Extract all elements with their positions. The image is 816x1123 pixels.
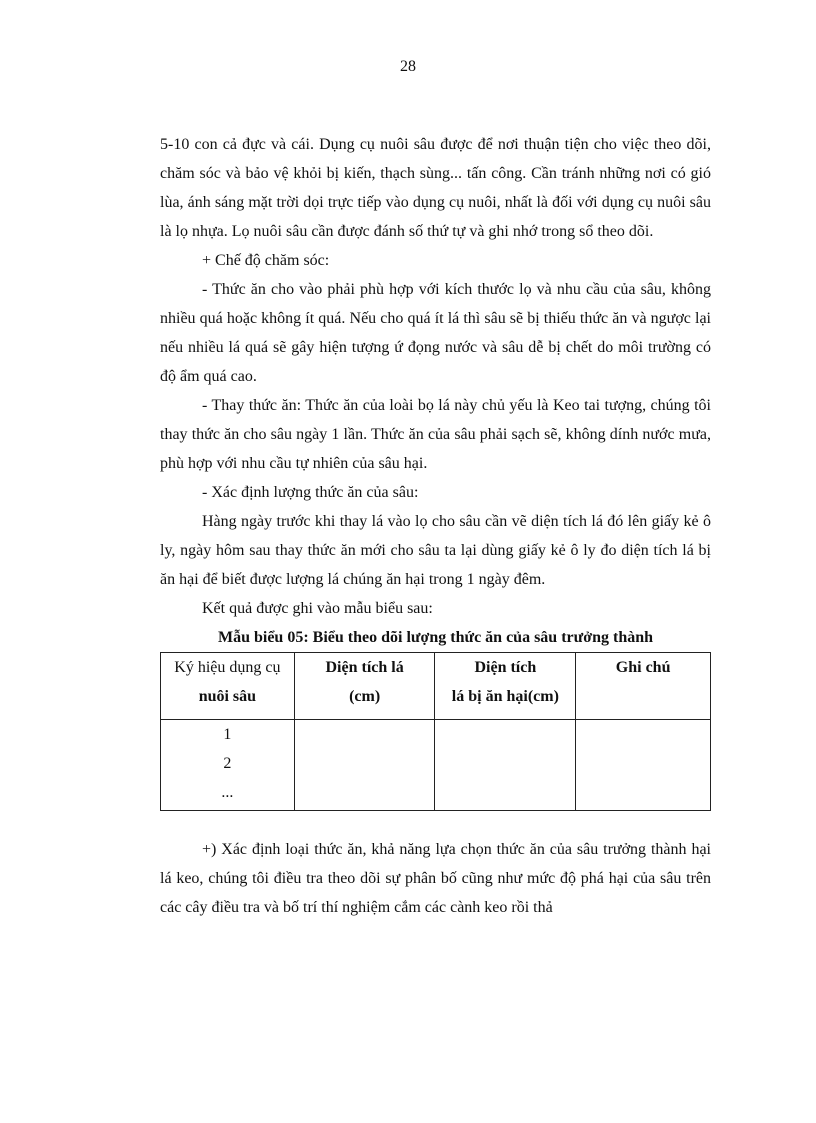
row-label: 2 (223, 755, 232, 772)
header-line: (cm) (349, 688, 381, 705)
header-line: Diện tích (474, 659, 537, 676)
table-caption: Mẫu biểu 05: Biểu theo dõi lượng thức ăn của sâu trưởng thành (217, 629, 654, 646)
paragraph: 5-10 con cả đực và cái. Dụng cụ nuôi sâu được để nơi thuận tiện cho việc theo dõi, chăm sóc và bảo vệ khỏi bị kiến, thạch sùng... tấn công. Cần tránh những nơi có gió lùa, ánh sáng mặt trời dọi trực tiếp vào dụng cụ nuôi, nhất là đối với dụng cụ nuôi sâu là lọ nhựa. Lọ nuôi sâu cần được đánh số thứ tự và ghi nhớ trong sổ theo dõi. (160, 136, 711, 240)
row-label: ... (221, 784, 234, 801)
paragraph: +) Xác định loại thức ăn, khả năng lựa chọn thức ăn của sâu trưởng thành hại lá keo, chúng tôi điều tra theo dõi sự phân bố cũng như mức độ phá hại của sâu trên các cây điều tra và bố trí thí nghiệm cắm các cành keo rồi thả (160, 841, 711, 916)
column-header-damaged-area (435, 653, 576, 720)
tracking-form-table (160, 652, 711, 811)
header-line: nuôi sâu (198, 688, 257, 705)
empty-cell (576, 720, 711, 811)
column-header-notes (576, 653, 711, 720)
paragraph: - Xác định lượng thức ăn của sâu: (202, 484, 419, 501)
header-line: Diện tích lá (325, 659, 404, 676)
empty-cell (435, 720, 576, 811)
paragraph: Hàng ngày trước khi thay lá vào lọ cho sâu cần vẽ diện tích lá đó lên giấy kẻ ô ly, ngày hôm sau thay thức ăn mới cho sâu ta lại dùng giấy kẻ ô ly đo diện tích lá bị ăn hại để biết được lượng lá chúng ăn hại trong 1 ngày đêm. (160, 513, 711, 588)
paragraph: - Thay thức ăn: Thức ăn của loài bọ lá này chủ yếu là Keo tai tượng, chúng tôi thay thức ăn cho sâu ngày 1 lần. Thức ăn của sâu phải sạch sẽ, không dính nước mưa, phù hợp với nhu cầu tự nhiên của sâu hại. (160, 397, 711, 472)
header-line: lá bị ăn hại(cm) (451, 688, 559, 705)
column-header-container-id (161, 653, 295, 720)
table-row (161, 720, 711, 811)
header-line: Ký hiệu dụng cụ (174, 659, 281, 676)
row-labels-cell (161, 720, 295, 811)
empty-cell (294, 720, 435, 811)
table-header-row (161, 653, 711, 720)
document-body (160, 130, 711, 922)
paragraph: + Chế độ chăm sóc: (202, 252, 330, 269)
paragraph: Kết quả được ghi vào mẫu biểu sau: (202, 600, 433, 617)
row-label: 1 (223, 726, 232, 743)
header-line: Ghi chú (615, 659, 671, 676)
paragraph: - Thức ăn cho vào phải phù hợp với kích thước lọ và nhu cầu của sâu, không nhiều quá hoặc không ít quá. Nếu cho quá ít lá thì sâu sẽ bị thiếu thức ăn và ngược lại nếu nhiều lá quá sẽ gây hiện tượng ứ đọng nước và sâu dễ bị chết do môi trường có độ ẩm quá cao. (160, 281, 711, 385)
page-number: 28 (400, 58, 416, 75)
column-header-leaf-area (294, 653, 435, 720)
